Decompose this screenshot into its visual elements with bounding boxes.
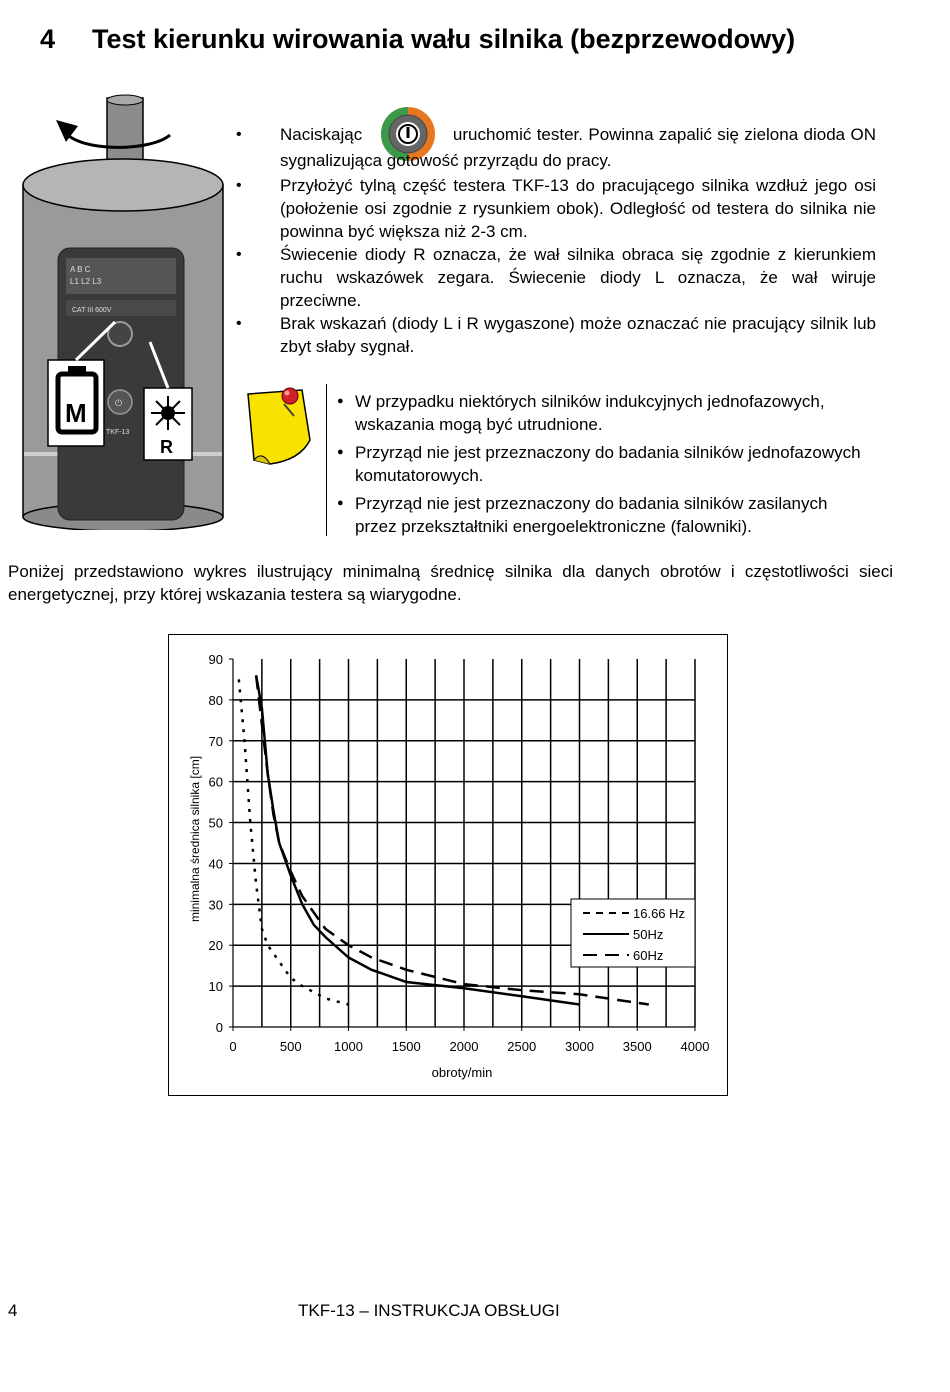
x-axis-label: obroty/min [431, 1065, 493, 1080]
x-tick-label: 0 [229, 1039, 237, 1054]
y-tick-label: 60 [208, 774, 223, 790]
y-axis-label: minimalna średnica silnika [cm] [188, 755, 202, 923]
y-tick-label: 30 [208, 897, 223, 913]
y-tick-label: 0 [215, 1020, 223, 1035]
instruction-item: • Świecenie diody R oznacza, że wał silnika obraca się zgodnie z kierunkiem ruchu wskazówek zegara. Świecenie diody L oznacza, że wał wiruje przeciwne. [236, 243, 876, 312]
note-box [326, 384, 867, 536]
instruction-item [236, 122, 876, 174]
chart-intro-paragraph: Poniżej przedstawiono wykres ilustrujący minimalną średnicę silnika dla danych obrotów i częstotliwości sieci energetycznej, przy której wskazania testera są wiarygodne. [8, 562, 893, 604]
svg-text:L1 L2 L3: L1 L2 L3 [70, 277, 102, 286]
y-tick-label: 80 [208, 692, 223, 708]
series-line [239, 679, 349, 1004]
x-tick-label: 2000 [449, 1039, 479, 1054]
instruction-list [236, 122, 876, 358]
note-item: ● W przypadku niektórych silników indukcyjnych jednofazowych, wskazania mogą być utrudnione. [337, 390, 867, 436]
device-label: TKF-13 [106, 429, 130, 436]
legend-label: 60Hz [633, 948, 664, 963]
note-item: ● Przyrząd nie jest przeznaczony do badania silników zasilanych przez przekształtniki energoelektroniczne (falowniki). [337, 492, 867, 538]
y-tick-label: 50 [208, 815, 223, 831]
footer-title: TKF-13 – INSTRUKCJA OBSŁUGI [298, 1301, 560, 1320]
x-tick-label: 1000 [334, 1039, 363, 1054]
diameter-chart [169, 635, 727, 1095]
instruction-text-before: Naciskając [280, 125, 363, 144]
series-line [256, 675, 579, 1004]
section-title: Test kierunku wirowania wału silnika (bezprzewodowy) [92, 24, 796, 54]
x-tick-label: 3000 [565, 1039, 594, 1054]
motor-tester-illustration [20, 90, 230, 530]
y-tick-label: 20 [208, 938, 223, 954]
page-number: 4 [8, 1301, 18, 1320]
sticky-note-pin-icon [240, 380, 322, 466]
instruction-item: • Brak wskazań (diody L i R wygaszone) może oznaczać nie pracujący silnik lub zbyt słaby sygnał. [236, 312, 876, 358]
legend-label: 16.66 Hz [633, 906, 686, 921]
x-tick-label: 1500 [391, 1039, 421, 1054]
x-tick-label: 4000 [680, 1039, 710, 1054]
svg-text:A B C: A B C [70, 265, 91, 274]
led-label: R [160, 437, 173, 457]
svg-text:CAT III 600V: CAT III 600V [72, 307, 112, 314]
y-tick-label: 10 [208, 979, 223, 995]
svg-text:⏻: ⏻ [115, 398, 123, 408]
y-tick-label: 40 [208, 856, 223, 872]
note-list [327, 384, 867, 538]
x-tick-label: 3500 [622, 1039, 652, 1054]
legend-label: 50Hz [633, 927, 664, 942]
y-tick-label: 70 [208, 733, 223, 749]
x-tick-label: 500 [279, 1039, 302, 1054]
chart-frame [168, 634, 728, 1096]
x-tick-label: 2500 [507, 1039, 537, 1054]
instruction-text-after: uruchomić tester. Powinna zapalić się zielona dioda ON sygnalizująca gotowość przyrządu do pracy. [280, 125, 876, 170]
section-number: 4 [40, 24, 56, 54]
note-item: ● Przyrząd nie jest przeznaczony do badania silników jednofazowych komutatorowych. [337, 441, 867, 487]
y-tick-label: 90 [208, 652, 223, 667]
section-heading [40, 24, 795, 55]
instruction-item: • Przyłożyć tylną część testera TKF-13 do pracującego silnika wzdłuż jego osi (położenie osi zgodnie z rysunkiem obok). Odległość od testera do silnika nie powinna być większa niż 2-3 cm. [236, 174, 876, 243]
motor-label: M [65, 398, 87, 428]
